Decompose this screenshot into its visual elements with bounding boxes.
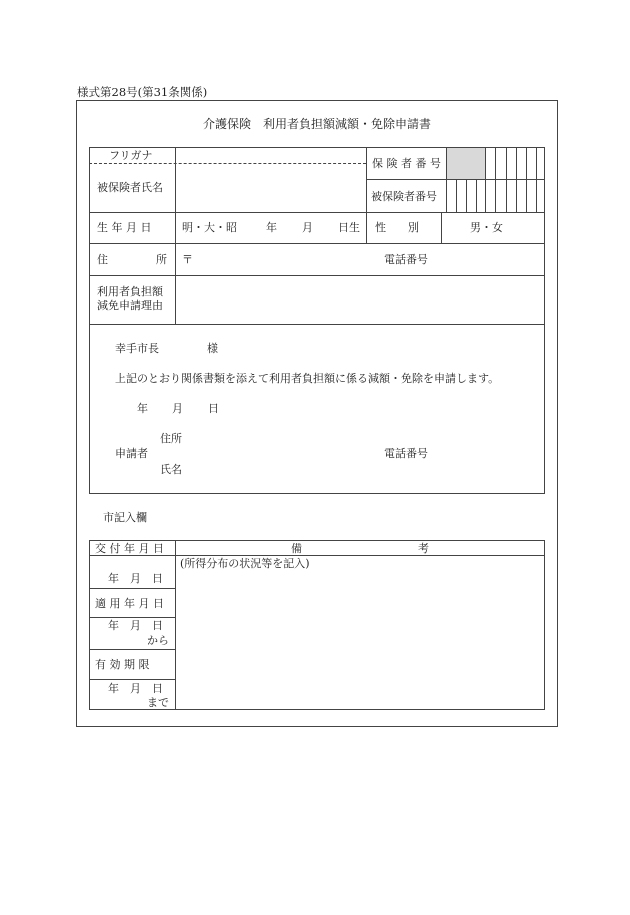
declaration-date-year: 年 [137,402,148,415]
insured-name-input[interactable] [176,165,365,211]
valid-period-label: 有 効 期 限 [95,658,150,671]
applicant-address-input[interactable] [190,430,370,446]
issue-date-value: 年 月 日 [108,572,163,585]
address-label-2: 所 [156,253,167,266]
sex-label: 性 別 [375,221,419,234]
applicant-address-label: 住所 [160,432,182,445]
address-label-1: 住 [97,253,108,266]
furigana-input[interactable] [176,148,365,162]
reason-label-line2: 減免申請理由 [97,299,163,312]
until-label: まで [147,696,169,709]
insured-number-input[interactable] [447,181,544,211]
furigana-label: フリガナ [109,149,153,162]
declaration-date-day: 日 [208,402,219,415]
applicant-phone-input[interactable] [440,445,540,461]
insured-number-label: 被保険者番号 [371,190,437,203]
insurer-number-input[interactable] [486,149,544,178]
applicant-name-label: 氏名 [160,463,182,476]
declaration-statement: 上記のとおり関係書類を添えて利用者負担額に係る減額・免除を申請します。 [115,372,500,385]
honorific: 様 [207,342,218,355]
applicant-phone-label: 電話番号 [384,447,428,460]
insurer-number-shaded-cell [446,148,485,179]
form-title: 介護保険 利用者負担額減額・免除申請書 [203,117,432,131]
apply-date-value: 年 月 日 [108,619,163,632]
birth-day-unit: 日生 [338,221,360,234]
insurer-number-label: 保 険 者 番 号 [372,157,441,170]
remarks-label-2: 考 [418,542,429,555]
reason-input[interactable] [176,277,544,324]
birth-year-unit: 年 [266,221,277,234]
remarks-note: (所得分布の状況等を記入) [180,557,310,570]
reason-label-line1: 利用者負担額 [97,285,163,298]
insured-name-label: 被保険者氏名 [97,181,163,194]
issue-date-label: 交 付 年 月 日 [95,542,164,555]
era-options[interactable]: 明・大・昭 [182,221,237,234]
from-label: から [147,634,169,647]
addressee: 幸手市長 [115,342,159,355]
sex-options[interactable]: 男・女 [470,221,503,234]
birth-month-unit: 月 [302,221,313,234]
address-phone-label: 電話番号 [384,253,428,266]
valid-until-value: 年 月 日 [108,682,163,695]
applicant-label: 申請者 [115,447,148,460]
address-phone-input[interactable] [440,248,544,270]
form-number: 様式第28号(第31条関係) [77,85,208,99]
apply-date-label: 適 用 年 月 日 [95,597,164,610]
applicant-name-input[interactable] [190,461,370,477]
declaration-date-month: 月 [172,402,183,415]
remarks-input[interactable] [176,572,544,709]
remarks-label-1: 備 [291,542,302,555]
birthdate-label: 生 年 月 日 [97,221,152,234]
address-input[interactable] [196,248,376,270]
postal-mark: 〒 [182,253,193,266]
office-use-label: 市記入欄 [103,511,147,524]
